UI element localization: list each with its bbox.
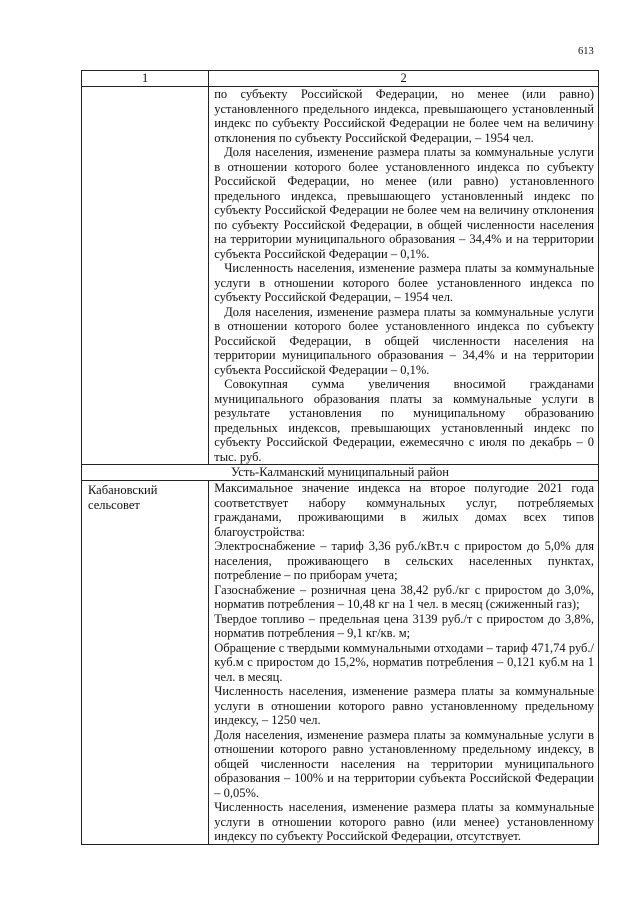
empty-cell	[82, 87, 209, 465]
document-table	[81, 70, 599, 845]
paragraph: Доля населения, изменение размера платы за коммунальные услуги в отношении которого более установленного индекса по субъекту Российской Федерации, в общей численности населения на территории муниципального образования – 34,4% и на территории субъекта Российской Федерации – 0,1%.	[214, 304, 594, 377]
paragraph: Максимальное значение индекса на второе полугодие 2021 года соответствует набору коммунальных услуг, потребляемых гражданами, проживающими в жилых домах всех типов благоустройства:	[214, 481, 594, 539]
table-row	[82, 481, 599, 845]
column-header-1: 1	[82, 71, 209, 87]
paragraph: Газоснабжение – розничная цена 38,42 руб./кг с приростом до 3,0%, норматив потребления – 10,48 кг на 1 чел. в месяц (сжиженный газ);	[214, 582, 594, 611]
paragraph: Доля населения, изменение размера платы за коммунальные услуги в отношении которого более установленного индекса по субъекту Российской Федерации, но менее (или равно) установленного предельного индекса, превышающего установленный индекс по субъекту Российской Федерации не более чем на величину отклонения по субъекту Российской Федерации, в общей численности населения на территории муниципального образования – 34,4% и на территории субъекта Российской Федерации – 0,1%.	[214, 145, 594, 261]
paragraph: Твердое топливо – предельная цена 3139 руб./т с приростом до 3,8%, норматив потребления – 9,1 кг/кв. м;	[214, 611, 594, 640]
table-row	[82, 87, 599, 465]
table-header-row	[82, 71, 599, 87]
region-row	[82, 465, 599, 481]
region-title: Усть-Калманский муниципальный район	[82, 465, 599, 481]
paragraph: Совокупная сумма увеличения вносимой гражданами муниципального образования платы за коммунальные услуги в результате установления по муниципальному образованию предельных индексов, превышающих установленный индекс по субъекту Российской Федерации, ежемесячно с июля по декабрь – 0 тыс. руб.	[214, 377, 594, 464]
page-number: 613	[578, 46, 594, 57]
municipality-text-cell	[209, 481, 599, 845]
paragraph: Обращение с твердыми коммунальными отходами – тариф 471,74 руб./куб.м с приростом до 15,2%, норматив потребления – 0,121 куб.м на 1 чел. в месяц.	[214, 640, 594, 684]
column-header-2: 2	[209, 71, 599, 87]
paragraph: Электроснабжение – тариф 3,36 руб./кВт.ч с приростом до 5,0% для населения, проживающего в сельских населенных пунктах, потребление – по приборам учета;	[214, 539, 594, 582]
paragraph: Численность населения, изменение размера платы за коммунальные услуги в отношении которого равно (или менее) установленному индексу по субъекту Российской Федерации, отсутствует.	[214, 800, 594, 843]
paragraph: Доля населения, изменение размера платы за коммунальные услуги в отношении которого равно установленному предельному индексу, в общей численности населения на территории муниципального образования – 100% и на территории субъекта Российской Федерации – 0,05%.	[214, 727, 594, 800]
municipality-name: Кабановский сельсовет	[82, 481, 209, 845]
paragraph: по субъекту Российской Федерации, но менее (или равно) установленного предельного индекса, превышающего установленный индекс по субъекту Российской Федерации не более чем на величину отклонения по субъекту Российской Федерации, – 1954 чел.	[214, 87, 594, 145]
paragraph: Численность населения, изменение размера платы за коммунальные услуги в отношении которого равно установленному предельному индексу, – 1250 чел.	[214, 684, 594, 727]
continued-text-cell	[209, 87, 599, 465]
paragraph: Численность населения, изменение размера платы за коммунальные услуги в отношении которого более установленного индекса по субъекту Российской Федерации, – 1954 чел.	[214, 261, 594, 304]
